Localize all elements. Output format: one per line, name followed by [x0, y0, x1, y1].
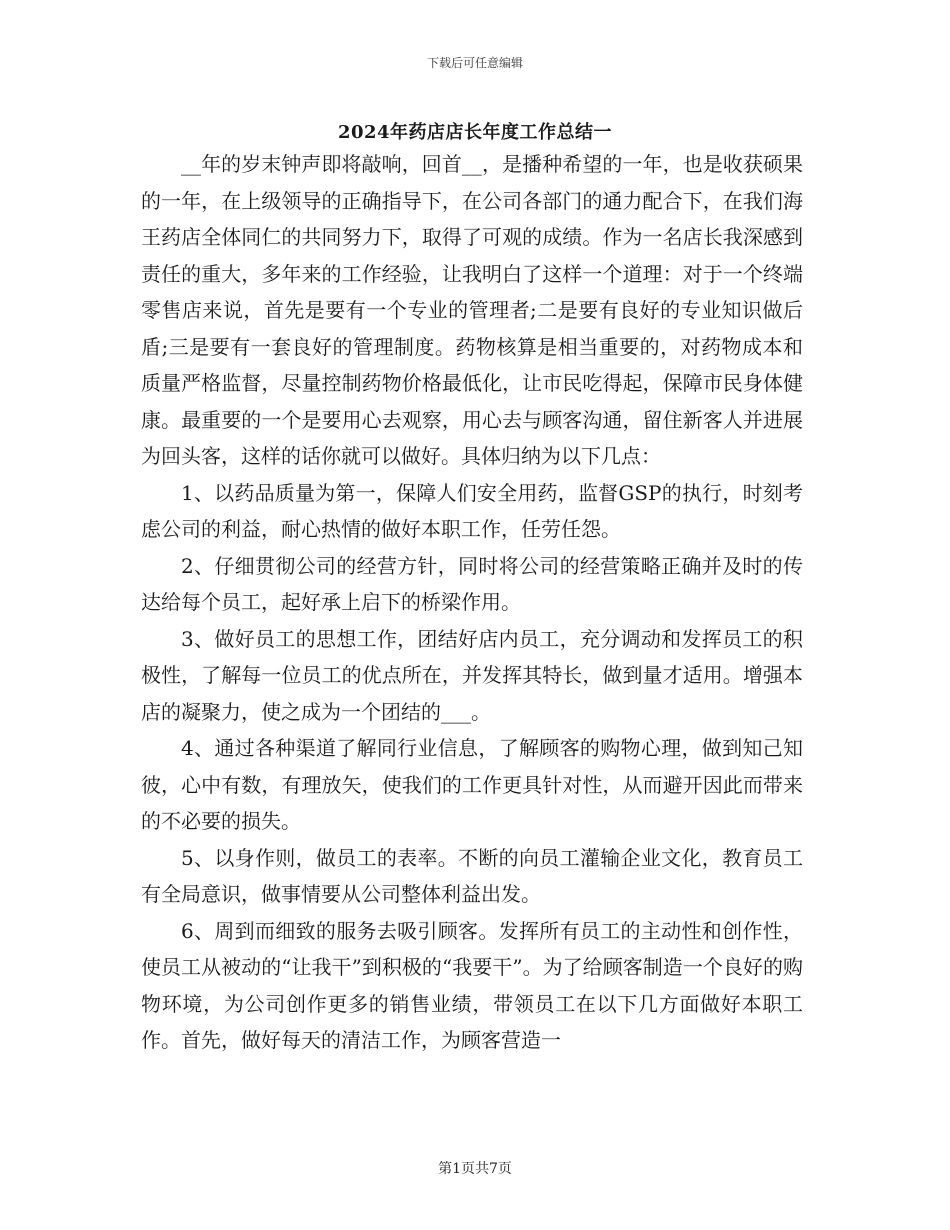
paragraph-point-4: 4、通过各种渠道了解同行业信息，了解顾客的购物心理，做到知己知彼，心中有数，有理放矢，使我们的工作更具针对性，从而避开因此而带来的不必要的损失。 — [141, 736, 803, 833]
page-number: 第1页共7页 — [438, 1161, 512, 1177]
document-body — [141, 146, 803, 1059]
document-title: 2024年药店店长年度工作总结一 — [337, 122, 613, 143]
header-note: 下载后可任意编辑 — [426, 56, 523, 70]
paragraph-point-5: 5、以身作则，做员工的表率。不断的向员工灌输企业文化，教育员工有全局意识，做事情要从公司整体利益出发。 — [141, 845, 803, 906]
paragraph-point-3: 3、做好员工的思想工作，团结好店内员工，充分调动和发挥员工的积极性，了解每一位员工的优点所在，并发挥其特长，做到量才适用。增强本店的凝聚力，使之成为一个团结的___。 — [141, 626, 803, 724]
paragraph-point-2: 2、仔细贯彻公司的经营方针，同时将公司的经营策略正确并及时的传达给每个员工，起好承上启下的桥梁作用。 — [141, 553, 803, 614]
paragraph-point-1: 1、以药品质量为第一，保障人们安全用药，监督GSP的执行，时刻考虑公司的利益，耐心热情的做好本职工作，任劳任怨。 — [141, 480, 803, 541]
paragraph-point-6: 6、周到而细致的服务去吸引顾客。发挥所有员工的主动性和创作性，使员工从被动的“让我干”到积极的“我要干”。为了给顾客制造一个良好的购物环境，为公司创作更多的销售业绩，带领员工在以下几方面做好本职工作。首先，做好每天的清洁工作，为顾客营造一 — [141, 918, 803, 1052]
paragraph-intro: __年的岁末钟声即将敲响，回首__，是播种希望的一年，也是收获硕果的一年，在上级领导的正确指导下，在公司各部门的通力配合下，在我们海王药店全体同仁的共同努力下，取得了可观的成绩。作为一名店长我深感到责任的重大，多年来的工作经验，让我明白了这样一个道理：对于一个终端零售店来说，首先是要有一个专业的管理者;二是要有良好的专业知识做后盾;三是要有一套良好的管理制度。药物核算是相当重要的，对药物成本和质量严格监督，尽量控制药物价格最低化，让市民吃得起，保障市民身体健康。最重要的一个是要用心去观察，用心去与顾客沟通，留住新客人并进展为回头客，这样的话你就可以做好。具体归纳为以下几点： — [141, 152, 803, 468]
